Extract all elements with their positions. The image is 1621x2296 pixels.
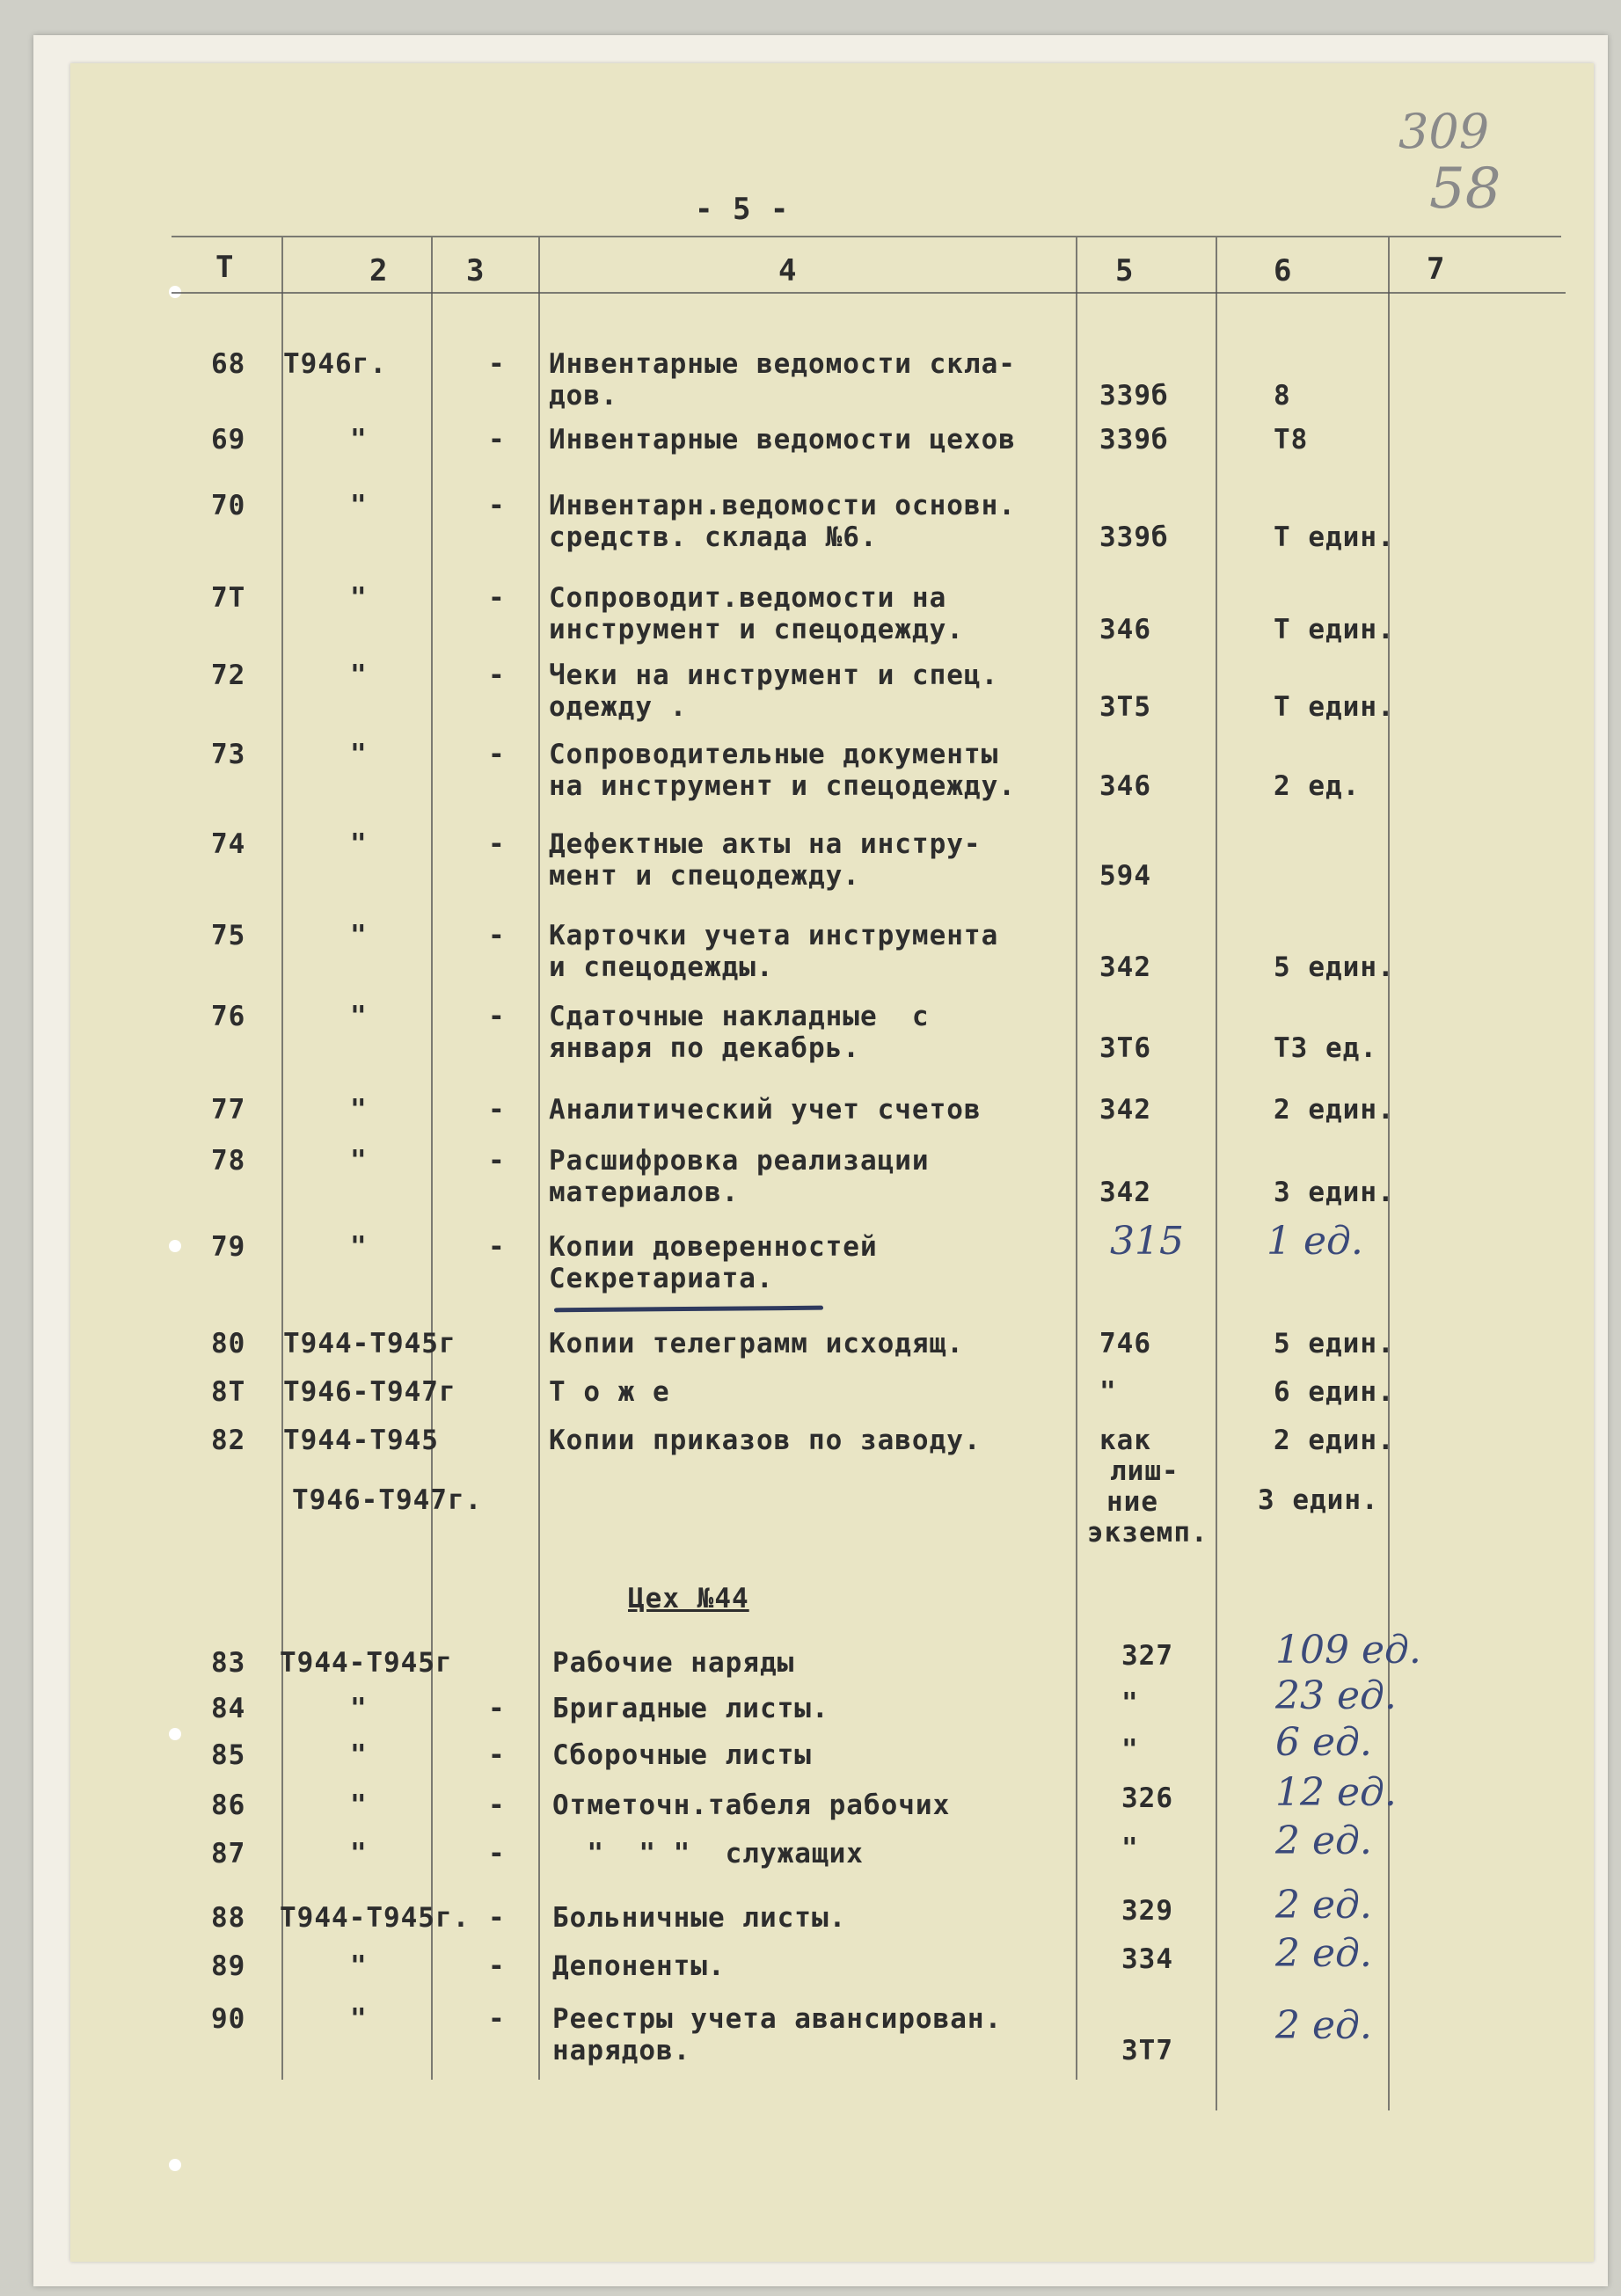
column-header: 2 xyxy=(369,253,389,288)
row-year: " xyxy=(350,490,368,521)
row-description: Сдаточные накладные с xyxy=(549,1001,930,1032)
header-bottom-rule xyxy=(172,292,1566,294)
row-year: " xyxy=(350,1693,368,1724)
row-code: 3Т7 xyxy=(1121,2035,1173,2066)
column-rule xyxy=(431,237,433,2080)
page-number: - 5 - xyxy=(695,192,790,227)
row-description: Сопроводительные документы xyxy=(549,739,999,770)
row-quantity: Т един. xyxy=(1274,521,1395,553)
row-code: 3Т6 xyxy=(1099,1032,1151,1064)
row-number: 7Т xyxy=(211,582,246,614)
row-82-code-line: экземп. xyxy=(1087,1517,1208,1549)
row-year: Т944-Т945 xyxy=(283,1425,439,1456)
row-number: 84 xyxy=(211,1693,246,1724)
row-description: на инструмент и спецодежду. xyxy=(549,770,1016,802)
row-code: 3Т5 xyxy=(1099,691,1151,723)
row-quantity: 2 един. xyxy=(1274,1094,1395,1126)
row-year: Т944-Т945г. xyxy=(280,1902,471,1934)
row-description: Больничные листы. xyxy=(552,1902,847,1934)
row-code: 346 xyxy=(1099,770,1151,802)
row-description: Т о ж е xyxy=(549,1376,670,1408)
row-code: " xyxy=(1121,1687,1139,1719)
row-description: Копии доверенностей xyxy=(549,1231,878,1263)
row-dash: - xyxy=(488,1902,506,1934)
row-dash: - xyxy=(488,1693,506,1724)
row-description: Отметочн.табеля рабочих xyxy=(552,1789,951,1821)
row-dash: - xyxy=(488,660,506,691)
row-number: 88 xyxy=(211,1902,246,1934)
row-number: 80 xyxy=(211,1328,246,1359)
row-quantity: 2 ед. xyxy=(1274,770,1361,802)
corner-mark-2: 58 xyxy=(1429,157,1501,222)
row-quantity: 6 един. xyxy=(1274,1376,1395,1408)
row-year: " xyxy=(350,739,368,770)
row-code: " xyxy=(1099,1376,1117,1408)
row-number: 79 xyxy=(211,1231,246,1263)
row-code: " xyxy=(1121,1734,1139,1766)
row-code: 346 xyxy=(1099,614,1151,645)
row-code: 326 xyxy=(1121,1782,1173,1814)
row-dash: - xyxy=(488,1145,506,1177)
row-quantity-handwritten: 2 ед. xyxy=(1275,2003,1372,2048)
row-number: 76 xyxy=(211,1001,246,1032)
row-dash: - xyxy=(488,1094,506,1126)
row-dash: - xyxy=(488,1739,506,1771)
row-number: 82 xyxy=(211,1425,246,1456)
row-code: 334 xyxy=(1121,1943,1173,1975)
row-year: " xyxy=(350,828,368,860)
row-dash: - xyxy=(488,1838,506,1870)
row-year: Т944-Т945г xyxy=(280,1647,453,1679)
row-number: 87 xyxy=(211,1838,246,1870)
row-code: 327 xyxy=(1121,1640,1173,1672)
header-top-rule xyxy=(172,236,1561,237)
row-year: " xyxy=(350,582,368,614)
row-year: " xyxy=(350,1789,368,1821)
row-description: дов. xyxy=(549,380,618,412)
row-quantity: 5 един. xyxy=(1274,951,1395,983)
row-quantity-handwritten: 12 ед. xyxy=(1275,1770,1397,1815)
row-description: Расшифровка реализации xyxy=(549,1145,930,1177)
row-code: 329 xyxy=(1121,1895,1173,1927)
row-quantity-handwritten: 2 ед. xyxy=(1275,1819,1372,1863)
row-code: 746 xyxy=(1099,1328,1151,1359)
row-quantity: 3 един. xyxy=(1274,1177,1395,1208)
column-rule xyxy=(1388,237,1390,2110)
column-header: 6 xyxy=(1274,253,1293,288)
row-description: одежду . xyxy=(549,691,688,723)
row-dash: - xyxy=(488,2003,506,2035)
row-number: 8Т xyxy=(211,1376,246,1408)
row-dash: - xyxy=(488,828,506,860)
row-82-code-line: лиш- xyxy=(1110,1455,1179,1487)
column-header: 5 xyxy=(1115,253,1135,288)
row-description: Аналитический учет счетов xyxy=(549,1094,982,1126)
row-dash: - xyxy=(488,1950,506,1982)
row-description: Инвентарные ведомости цехов xyxy=(549,424,1016,456)
row-description: Дефектные акты на инстру- xyxy=(549,828,982,860)
row-number: 89 xyxy=(211,1950,246,1982)
row-code: 339б xyxy=(1099,380,1169,412)
row-year: " xyxy=(350,1001,368,1032)
section-title: Цех №44 xyxy=(628,1583,749,1614)
column-header: 3 xyxy=(466,253,486,288)
row-number: 85 xyxy=(211,1739,246,1771)
row-year: " xyxy=(350,1094,368,1126)
row-year: " xyxy=(350,1739,368,1771)
row-year: " xyxy=(350,1950,368,1982)
row-82-year-2: Т946-Т947г. xyxy=(292,1484,483,1516)
row-number: 75 xyxy=(211,920,246,951)
row-quantity: 2 един. xyxy=(1274,1425,1395,1456)
punch-hole xyxy=(169,1240,181,1252)
row-quantity: 8 xyxy=(1274,380,1291,412)
row-year: Т944-Т945г xyxy=(283,1328,456,1359)
punch-hole xyxy=(169,2159,181,2171)
row-quantity: 5 един. xyxy=(1274,1328,1395,1359)
row-year: " xyxy=(350,1231,368,1263)
row-description: Инвентарные ведомости скла- xyxy=(549,348,1016,380)
row-dash: - xyxy=(488,920,506,951)
row-dash: - xyxy=(488,1789,506,1821)
row-description: Копии приказов по заводу. xyxy=(549,1425,982,1456)
row-dash: - xyxy=(488,739,506,770)
row-dash: - xyxy=(488,582,506,614)
row-quantity-handwritten: 23 ед. xyxy=(1275,1673,1397,1718)
row-description: Сборочные листы xyxy=(552,1739,812,1771)
row-quantity: Т8 xyxy=(1274,424,1309,456)
row-quantity-handwritten: 109 ед. xyxy=(1275,1628,1421,1673)
row-year: " xyxy=(350,1145,368,1177)
row-year: " xyxy=(350,424,368,456)
row-number: 74 xyxy=(211,828,246,860)
row-description: инструмент и спецодежду. xyxy=(549,614,964,645)
row-description: Реестры учета авансирован. xyxy=(552,2003,1003,2035)
row-year: " xyxy=(350,920,368,951)
row-description: Сопроводит.ведомости на xyxy=(549,582,947,614)
row-code: 594 xyxy=(1099,860,1151,892)
row-number: 68 xyxy=(211,348,246,380)
row-code: 342 xyxy=(1099,1177,1151,1208)
row-description: Карточки учета инструмента xyxy=(549,920,999,951)
row-description: Чеки на инструмент и спец. xyxy=(549,660,999,691)
row-quantity: Т3 ед. xyxy=(1274,1032,1377,1064)
row-year: " xyxy=(350,1838,368,1870)
row-code-handwritten: 315 xyxy=(1110,1219,1184,1264)
row-number: 69 xyxy=(211,424,246,456)
row-number: 70 xyxy=(211,490,246,521)
row-description: Секретариата. xyxy=(549,1263,774,1294)
column-header: 7 xyxy=(1427,251,1446,287)
row-quantity-handwritten: 1 ед. xyxy=(1267,1219,1363,1264)
row-number: 90 xyxy=(211,2003,246,2035)
row-number: 72 xyxy=(211,660,246,691)
row-code: 342 xyxy=(1099,1094,1151,1126)
row-description: Рабочие наряды xyxy=(552,1647,795,1679)
row-year: " xyxy=(350,660,368,691)
row-number: 78 xyxy=(211,1145,246,1177)
column-rule xyxy=(1076,237,1077,2080)
row-quantity: Т един. xyxy=(1274,691,1395,723)
column-header: Т xyxy=(215,250,235,285)
row-description: Бригадные листы. xyxy=(552,1693,829,1724)
row-year: " xyxy=(350,2003,368,2035)
row-description: материалов. xyxy=(549,1177,740,1208)
row-number: 86 xyxy=(211,1789,246,1821)
row-dash: - xyxy=(488,424,506,456)
row-quantity-handwritten: 2 ед. xyxy=(1275,1931,1372,1976)
row-82-code-line: ние xyxy=(1106,1486,1158,1518)
punch-hole xyxy=(169,1728,181,1740)
row-number: 73 xyxy=(211,739,246,770)
column-rule xyxy=(281,237,283,2080)
column-rule xyxy=(1216,237,1217,2110)
row-description: нарядов. xyxy=(552,2035,691,2066)
row-code: 339б xyxy=(1099,521,1169,553)
row-description: средств. склада №6. xyxy=(549,521,878,553)
row-description: мент и спецодежду. xyxy=(549,860,860,892)
row-year: Т946-Т947г xyxy=(283,1376,456,1408)
column-header: 4 xyxy=(778,253,798,288)
row-year: Т946г. xyxy=(283,348,387,380)
row-code: " xyxy=(1121,1833,1139,1864)
row-dash: - xyxy=(488,1001,506,1032)
row-number: 77 xyxy=(211,1094,246,1126)
row-quantity-handwritten: 2 ед. xyxy=(1275,1883,1372,1928)
row-description: января по декабрь. xyxy=(549,1032,860,1064)
row-description: и спецодежды. xyxy=(549,951,774,983)
row-quantity-handwritten: 6 ед. xyxy=(1275,1720,1372,1765)
row-quantity: Т един. xyxy=(1274,614,1395,645)
row-dash: - xyxy=(488,490,506,521)
row-82-qty-2: 3 един. xyxy=(1258,1484,1379,1516)
row-code: 342 xyxy=(1099,951,1151,983)
row-number: 83 xyxy=(211,1647,246,1679)
row-dash: - xyxy=(488,1231,506,1263)
row-description: Копии телеграмм исходящ. xyxy=(549,1328,964,1359)
column-rule xyxy=(538,237,540,2080)
row-code: как xyxy=(1099,1425,1151,1456)
corner-mark-1: 309 xyxy=(1398,104,1490,159)
row-description: Инвентарн.ведомости основн. xyxy=(549,490,1016,521)
row-dash: - xyxy=(488,348,506,380)
row-code: 339б xyxy=(1099,424,1169,456)
row-description: " " " служащих xyxy=(552,1838,864,1870)
row-description: Депоненты. xyxy=(552,1950,726,1982)
